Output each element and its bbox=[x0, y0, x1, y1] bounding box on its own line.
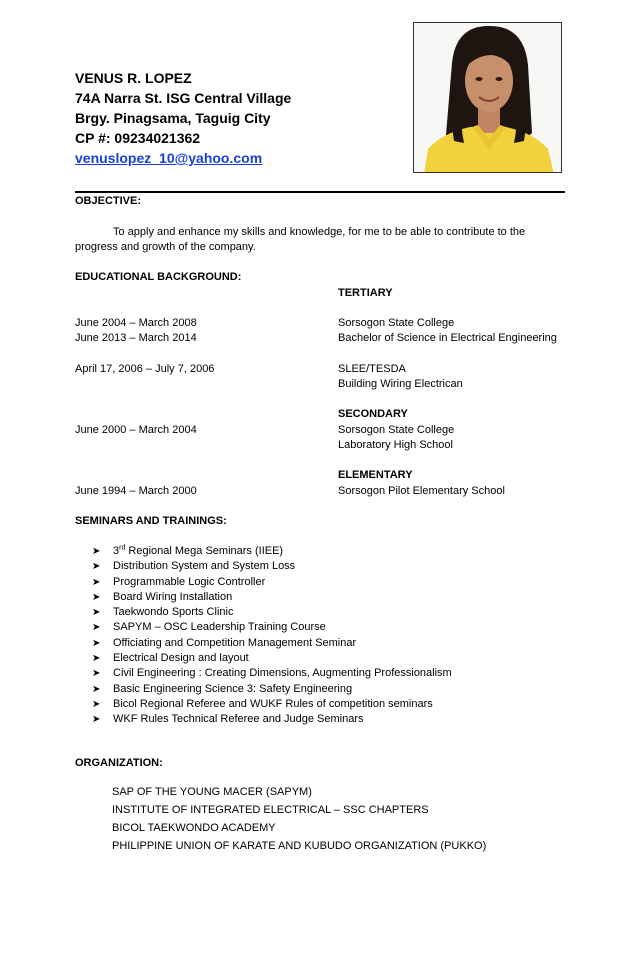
arrow-bullet-icon: ➤ bbox=[92, 668, 101, 680]
secondary-date: June 2000 – March 2004 bbox=[75, 424, 197, 436]
seminar-label: Board Wiring Installation bbox=[113, 590, 233, 603]
elementary-school: Sorsogon Pilot Elementary School bbox=[338, 485, 505, 497]
seminar-label: Taekwondo Sports Clinic bbox=[113, 606, 234, 619]
arrow-bullet-icon: ➤ bbox=[92, 546, 101, 557]
list-item bbox=[92, 590, 452, 605]
seminar-label: Basic Engineering Science 3: Safety Engineering bbox=[113, 682, 353, 695]
tertiary-detail-2: Bachelor of Science in Electrical Engineering bbox=[338, 332, 557, 344]
elementary-label: ELEMENTARY bbox=[338, 469, 413, 481]
objective-heading: OBJECTIVE: bbox=[75, 195, 142, 207]
list-item bbox=[92, 636, 452, 651]
tertiary-detail-1: Sorsogon State College bbox=[338, 317, 455, 329]
list-item bbox=[92, 712, 452, 727]
seminar-label: Officiating and Competition Management Seminar bbox=[113, 636, 357, 649]
seminar-label: Civil Engineering : Creating Dimensions, Augmenting Professionalism bbox=[113, 667, 452, 680]
address-line-1: 74A Narra St. ISG Central Village bbox=[75, 90, 292, 106]
list-item: INSTITUTE OF INTEGRATED ELECTRICAL – SSC CHAPTERS bbox=[112, 804, 429, 816]
list-item bbox=[92, 620, 452, 635]
list-item bbox=[92, 651, 452, 666]
seminar-label: Distribution System and System Loss bbox=[113, 560, 296, 573]
list-item: PHILIPPINE UNION OF KARATE AND KUBUDO ORGANIZATION (PUKKO) bbox=[112, 840, 487, 852]
organization-heading: ORGANIZATION: bbox=[75, 757, 163, 769]
arrow-bullet-icon: ➤ bbox=[92, 622, 101, 634]
tertiary-date-1: June 2004 – March 2008 bbox=[75, 317, 197, 329]
list-item: BICOL TAEKWONDO ACADEMY bbox=[112, 822, 276, 834]
portrait-illustration bbox=[414, 23, 562, 173]
applicant-name: VENUS R. LOPEZ bbox=[75, 70, 192, 86]
list-item bbox=[92, 559, 452, 574]
list-item bbox=[92, 682, 452, 697]
secondary-school-2: Laboratory High School bbox=[338, 439, 453, 451]
address-line-2: Brgy. Pinagsama, Taguig City bbox=[75, 110, 271, 126]
tertiary-date-2: June 2013 – March 2014 bbox=[75, 332, 197, 344]
elementary-date: June 1994 – March 2000 bbox=[75, 485, 197, 497]
objective-line-2: progress and growth of the company. bbox=[75, 241, 256, 253]
list-item bbox=[92, 605, 452, 620]
contact-header bbox=[75, 68, 291, 168]
seminar-label: WKF Rules Technical Referee and Judge Seminars bbox=[113, 713, 364, 726]
header-divider bbox=[75, 191, 565, 193]
arrow-bullet-icon: ➤ bbox=[92, 637, 101, 649]
seminars-list bbox=[92, 544, 452, 728]
email-link[interactable]: venuslopez_10@yahoo.com bbox=[75, 150, 263, 166]
seminar-label: Bicol Regional Referee and WUKF Rules of competition seminars bbox=[113, 697, 433, 710]
list-item: SAP OF THE YOUNG MACER (SAPYM) bbox=[112, 786, 312, 798]
arrow-bullet-icon: ➤ bbox=[92, 683, 101, 695]
list-item bbox=[92, 697, 452, 712]
arrow-bullet-icon: ➤ bbox=[92, 591, 101, 603]
list-item bbox=[92, 575, 452, 590]
objective-line-1: To apply and enhance my skills and knowledge, for me to be able to contribute to the bbox=[113, 226, 526, 238]
arrow-bullet-icon: ➤ bbox=[92, 653, 101, 665]
education-heading: EDUCATIONAL BACKGROUND: bbox=[75, 271, 242, 283]
tesda-institution: SLEE/TESDA bbox=[338, 363, 406, 375]
organization-list bbox=[112, 783, 486, 855]
tesda-course: Building Wiring Electrican bbox=[338, 378, 463, 390]
profile-photo bbox=[413, 22, 562, 173]
seminar-label: Programmable Logic Controller bbox=[113, 575, 266, 588]
seminar-label: Electrical Design and layout bbox=[113, 652, 249, 665]
seminar-label: SAPYM – OSC Leadership Training Course bbox=[113, 621, 326, 634]
tesda-date: April 17, 2006 – July 7, 2006 bbox=[75, 363, 215, 375]
arrow-bullet-icon: ➤ bbox=[92, 698, 101, 710]
seminar-label: 3rd Regional Mega Seminars (IIEE) bbox=[113, 544, 284, 557]
secondary-label: SECONDARY bbox=[338, 408, 408, 420]
list-item bbox=[92, 666, 452, 681]
tertiary-label: TERTIARY bbox=[338, 287, 393, 299]
phone-number: CP #: 09234021362 bbox=[75, 130, 201, 146]
arrow-bullet-icon: ➤ bbox=[92, 561, 101, 573]
arrow-bullet-icon: ➤ bbox=[92, 607, 101, 619]
arrow-bullet-icon: ➤ bbox=[92, 714, 101, 726]
arrow-bullet-icon: ➤ bbox=[92, 576, 101, 588]
seminars-heading: SEMINARS AND TRAININGS: bbox=[75, 515, 227, 527]
list-item bbox=[92, 544, 452, 559]
secondary-school: Sorsogon State College bbox=[338, 424, 455, 436]
